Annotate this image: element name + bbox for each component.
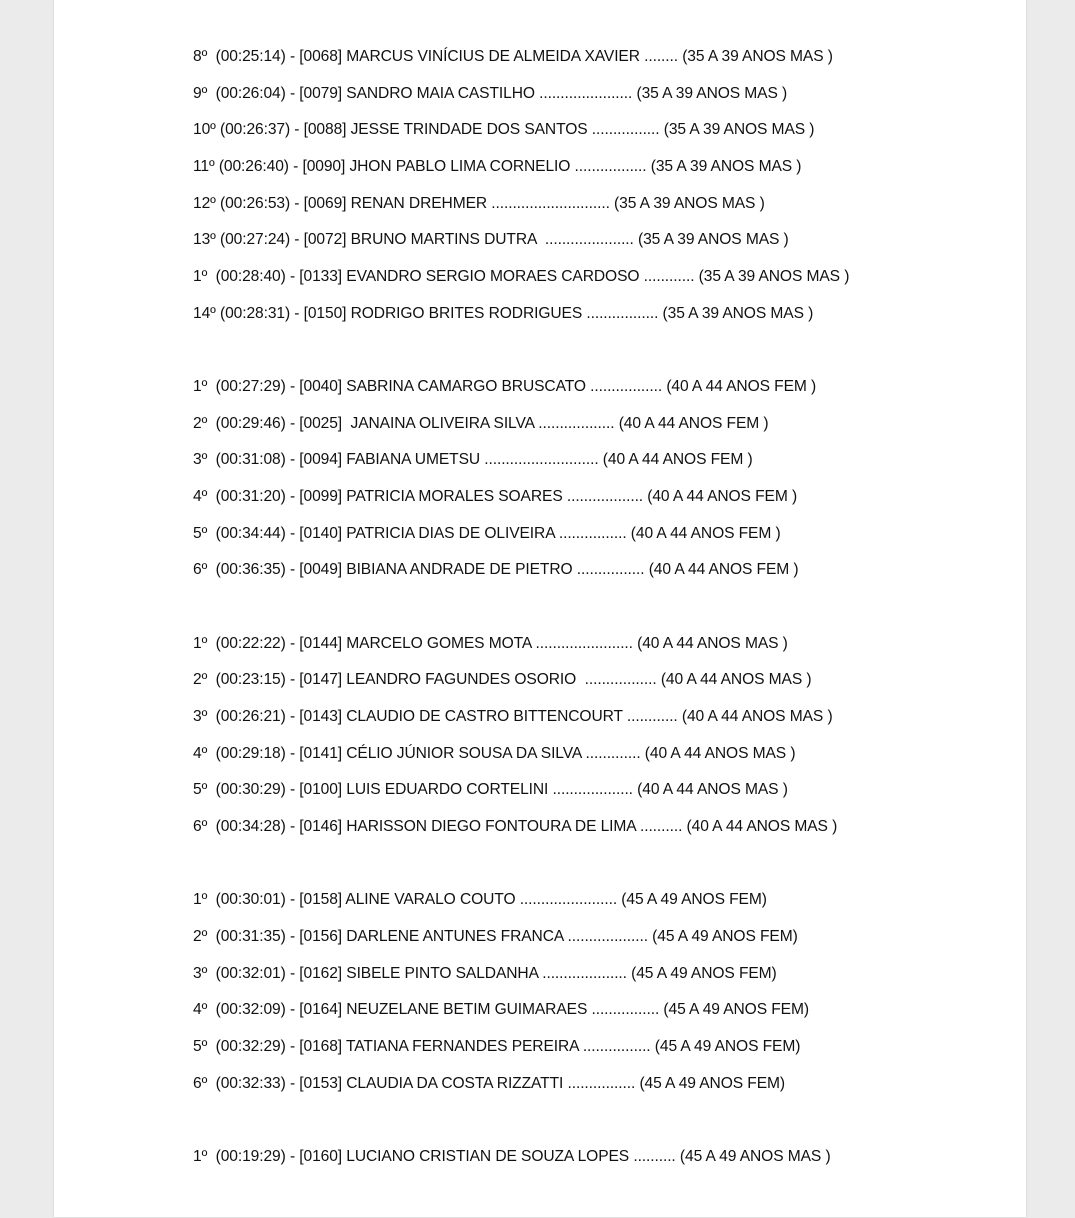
result-line: 1º (00:19:29) - [0160] LUCIANO CRISTIAN DE SOUZA LOPES .......... (45 A 49 ANOS MAS ) [193, 1147, 831, 1165]
result-line: 1º (00:27:29) - [0040] SABRINA CAMARGO BRUSCATO ................. (40 A 44 ANOS FEM ) [193, 378, 817, 395]
result-line: 9º (00:26:04) - [0079] SANDRO MAIA CASTILHO ...................... (35 A 39 ANOS MAS ) [193, 84, 788, 102]
result-line: 3º (00:26:21) - [0143] CLAUDIO DE CASTRO BITTENCOURT ............ (40 A 44 ANOS MAS ) [193, 708, 833, 725]
category-45-49-fem [193, 888, 1013, 1108]
category-40-44-mas [193, 632, 1013, 852]
result-line: 4º (00:29:18) - [0141] CÉLIO JÚNIOR SOUSA DA SILVA ............. (40 A 44 ANOS MAS ) [193, 744, 796, 762]
result-line: 11º (00:26:40) - [0090] JHON PABLO LIMA CORNELIO ................. (35 A 39 ANOS MAS ) [193, 158, 802, 176]
result-line: 2º (00:31:35) - [0156] DARLENE ANTUNES FRANCA ................... (45 A 49 ANOS FEM) [193, 927, 798, 945]
result-line: 4º (00:32:09) - [0164] NEUZELANE BETIM GUIMARAES ................ (45 A 49 ANOS FEM) [193, 1001, 809, 1019]
result-line: 1º (00:22:22) - [0144] MARCELO GOMES MOTA ....................... (40 A 44 ANOS MAS ) [193, 634, 788, 652]
result-line: 5º (00:34:44) - [0140] PATRICIA DIAS DE OLIVEIRA ................ (40 A 44 ANOS FEM ) [193, 524, 781, 542]
result-line: 4º (00:31:20) - [0099] PATRICIA MORALES SOARES .................. (40 A 44 ANOS FEM ) [193, 488, 798, 506]
result-line: 5º (00:32:29) - [0168] TATIANA FERNANDES PEREIRA ................ (45 A 49 ANOS FEM) [193, 1038, 801, 1055]
result-line: 6º (00:32:33) - [0153] CLAUDIA DA COSTA RIZZATTI ................ (45 A 49 ANOS FEM) [193, 1074, 785, 1092]
result-line: 1º (00:30:01) - [0158] ALINE VARALO COUTO ....................... (45 A 49 ANOS FEM) [193, 891, 767, 909]
result-line: 10º (00:26:37) - [0088] JESSE TRINDADE DOS SANTOS ................ (35 A 39 ANOS MAS ) [193, 121, 815, 139]
category-45-49-mas [193, 1145, 1013, 1182]
result-line: 8º (00:25:14) - [0068] MARCUS VINÍCIUS DE ALMEIDA XAVIER ........ (35 A 39 ANOS MAS ) [193, 48, 833, 65]
category-40-44-fem [193, 375, 1013, 595]
result-line: 6º (00:36:35) - [0049] BIBIANA ANDRADE DE PIETRO ................ (40 A 44 ANOS FEM ) [193, 561, 799, 579]
result-line: 1º (00:28:40) - [0133] EVANDRO SERGIO MORAES CARDOSO ............ (35 A 39 ANOS MAS ) [193, 268, 850, 286]
result-line: 3º (00:32:01) - [0162] SIBELE PINTO SALDANHA .................... (45 A 49 ANOS FEM) [193, 964, 777, 982]
result-line: 2º (00:23:15) - [0147] LEANDRO FAGUNDES OSORIO ................. (40 A 44 ANOS MAS ) [193, 671, 812, 689]
result-line: 13º (00:27:24) - [0072] BRUNO MARTINS DUTRA ..................... (35 A 39 ANOS MAS ) [193, 231, 789, 249]
result-line: 5º (00:30:29) - [0100] LUIS EDUARDO CORTELINI ................... (40 A 44 ANOS MAS ) [193, 781, 788, 799]
category-35-39-mas [193, 45, 1013, 339]
result-line: 3º (00:31:08) - [0094] FABIANA UMETSU ........................... (40 A 44 ANOS FEM ) [193, 451, 753, 469]
result-line: 2º (00:29:46) - [0025] JANAINA OLIVEIRA SILVA .................. (40 A 44 ANOS FEM ) [193, 414, 769, 432]
result-line: 6º (00:34:28) - [0146] HARISSON DIEGO FONTOURA DE LIMA .......... (40 A 44 ANOS MAS ) [193, 818, 838, 836]
document-page [54, 0, 1026, 1217]
result-line: 14º (00:28:31) - [0150] RODRIGO BRITES RODRIGUES ................. (35 A 39 ANOS MAS ) [193, 304, 814, 322]
results-list [193, 45, 1013, 1218]
result-line: 12º (00:26:53) - [0069] RENAN DREHMER ............................ (35 A 39 ANOS MAS ) [193, 194, 765, 212]
